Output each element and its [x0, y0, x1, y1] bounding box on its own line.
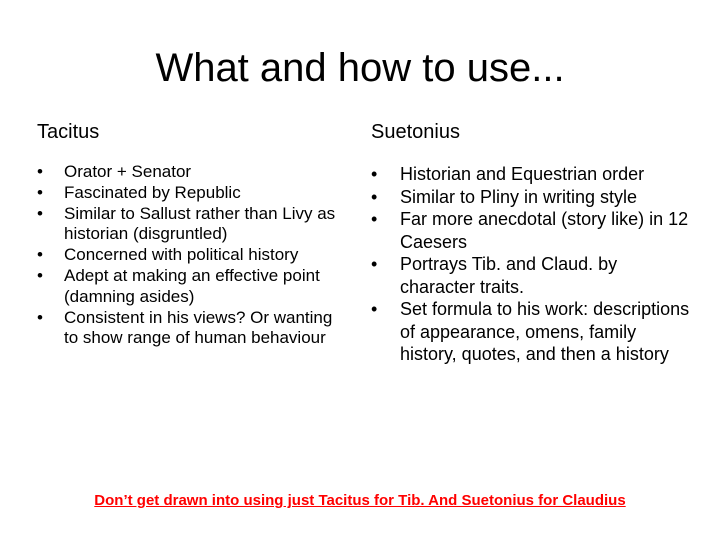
slide-title: What and how to use...	[155, 46, 565, 90]
bullet-icon: •	[371, 186, 378, 207]
bullet-icon: •	[37, 162, 43, 181]
list-item-text: Orator + Senator	[64, 162, 192, 181]
list-item-text: Far more anecdotal (story like) in 12 Caesers	[400, 209, 689, 252]
footer-warning: Don’t get drawn into using just Tacitus for Tib. And Suetonius for Claudius	[94, 492, 626, 509]
list-item	[37, 183, 337, 204]
list-item-text: Similar to Pliny in writing style	[400, 186, 638, 207]
list-item-text: Adept at making an effective point (damning asides)	[64, 265, 320, 306]
list-item	[37, 266, 337, 308]
bullet-icon: •	[37, 265, 43, 285]
suetonius-heading: Suetonius	[371, 121, 460, 143]
list-item	[37, 308, 337, 350]
bullet-icon: •	[371, 254, 378, 274]
bullet-icon: •	[37, 245, 43, 265]
bullet-icon: •	[371, 164, 378, 184]
bullet-icon: •	[37, 307, 43, 327]
list-item	[37, 245, 337, 266]
tacitus-heading: Tacitus	[37, 121, 100, 143]
list-item-text: Concerned with political history	[64, 245, 299, 265]
list-item-text: Similar to Sallust rather than Livy as historian (disgruntled)	[64, 203, 336, 244]
list-item	[371, 208, 691, 253]
list-item	[371, 298, 691, 366]
suetonius-bullet-list	[371, 163, 691, 366]
list-item-text: Historian and Equestrian order	[400, 164, 645, 184]
bullet-icon: •	[371, 209, 378, 229]
list-item	[371, 253, 691, 298]
bullet-icon: •	[37, 182, 43, 202]
list-item	[371, 186, 691, 209]
list-item-text: Fascinated by Republic	[64, 182, 241, 202]
list-item-text: Consistent in his views? Or wanting to show range of human behaviour	[64, 307, 333, 348]
list-item-text: Portrays Tib. and Claud. by character traits.	[400, 254, 618, 297]
tacitus-bullet-list	[37, 162, 337, 349]
list-item-text: Set formula to his work: descriptions of appearance, omens, family history, quotes, and then a history	[400, 299, 690, 364]
list-item	[37, 204, 337, 246]
bullet-icon: •	[37, 203, 43, 223]
bullet-icon: •	[371, 299, 378, 319]
list-item	[37, 162, 337, 183]
list-item	[371, 163, 691, 186]
